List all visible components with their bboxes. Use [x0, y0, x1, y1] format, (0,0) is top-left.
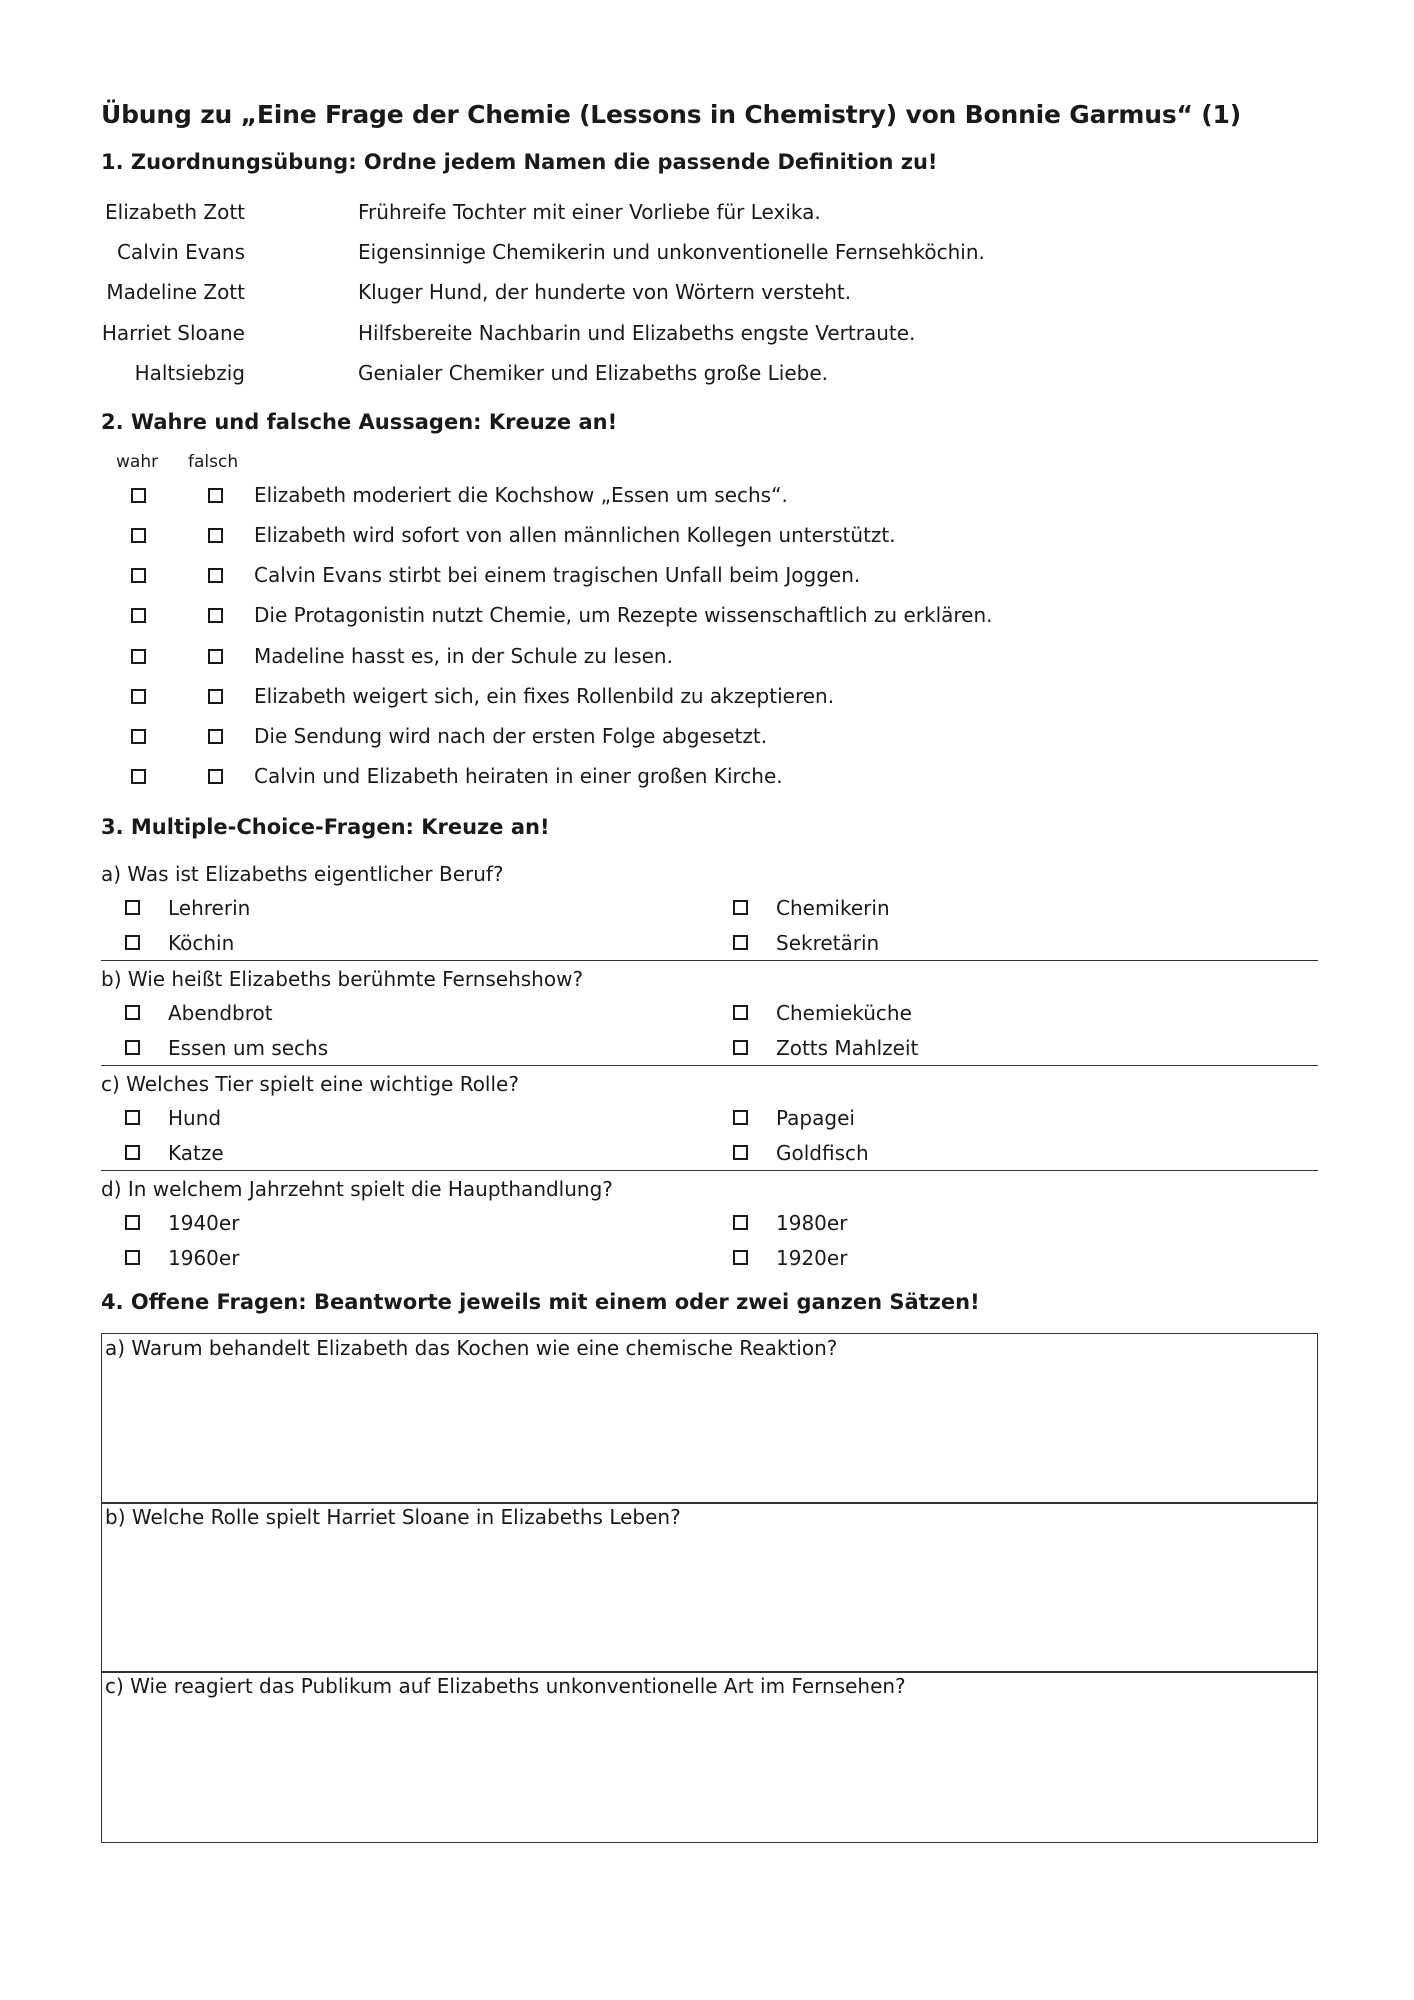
column-label-false: falsch — [188, 452, 239, 472]
false-checkbox[interactable] — [208, 729, 223, 744]
option-checkbox[interactable] — [125, 900, 140, 915]
page-title: Übung zu „Eine Frage der Chemie (Lessons in Chemistry) von Bonnie Garmus“ (1) — [101, 100, 1241, 129]
option-label: Essen um sechs — [168, 1036, 329, 1060]
match-name: Harriet Sloane — [101, 321, 245, 345]
true-checkbox[interactable] — [131, 528, 146, 543]
false-checkbox[interactable] — [208, 568, 223, 583]
option-checkbox[interactable] — [733, 1040, 748, 1055]
false-checkbox[interactable] — [208, 689, 223, 704]
column-label-true: wahr — [116, 452, 159, 472]
section1-heading: 1. Zuordnungsübung: Ordne jedem Namen die passende Definition zu! — [101, 150, 938, 174]
match-definition: Genialer Chemiker und Elizabeths große Liebe. — [358, 361, 829, 385]
mc-question: b) Wie heißt Elizabeths berühmte Fernsehshow? — [101, 967, 584, 991]
option-label: Chemikerin — [776, 896, 890, 920]
option-label: Goldfisch — [776, 1141, 869, 1165]
false-checkbox[interactable] — [208, 528, 223, 543]
answer-box[interactable] — [101, 1333, 1318, 1504]
statement-text: Die Protagonistin nutzt Chemie, um Rezepte wissenschaftlich zu erklären. — [254, 603, 993, 627]
option-checkbox[interactable] — [733, 1005, 748, 1020]
statement-text: Calvin Evans stirbt bei einem tragischen Unfall beim Joggen. — [254, 563, 861, 587]
statement-text: Madeline hasst es, in der Schule zu lesen. — [254, 644, 673, 668]
match-name: Madeline Zott — [106, 280, 245, 304]
mc-question: d) In welchem Jahrzehnt spielt die Haupthandlung? — [101, 1177, 613, 1201]
open-question: b) Welche Rolle spielt Harriet Sloane in Elizabeths Leben? — [105, 1505, 681, 1529]
option-checkbox[interactable] — [733, 935, 748, 950]
option-checkbox[interactable] — [125, 935, 140, 950]
true-checkbox[interactable] — [131, 769, 146, 784]
section3-heading: 3. Multiple-Choice-Fragen: Kreuze an! — [101, 815, 550, 839]
statement-text: Elizabeth moderiert die Kochshow „Essen um sechs“. — [254, 483, 788, 507]
option-label: Chemieküche — [776, 1001, 912, 1025]
option-checkbox[interactable] — [125, 1145, 140, 1160]
option-label: Sekretärin — [776, 931, 880, 955]
option-label: Lehrerin — [168, 896, 251, 920]
answer-box[interactable] — [101, 1502, 1318, 1673]
answer-box[interactable] — [101, 1671, 1318, 1843]
match-definition: Eigensinnige Chemikerin und unkonventionelle Fernsehköchin. — [358, 240, 985, 264]
true-checkbox[interactable] — [131, 488, 146, 503]
option-label: Katze — [168, 1141, 224, 1165]
statement-text: Calvin und Elizabeth heiraten in einer großen Kirche. — [254, 764, 783, 788]
divider — [101, 1065, 1318, 1066]
mc-question: a) Was ist Elizabeths eigentlicher Beruf? — [101, 862, 504, 886]
section4-heading: 4. Offene Fragen: Beantworte jeweils mit einem oder zwei ganzen Sätzen! — [101, 1290, 980, 1314]
match-definition: Frühreife Tochter mit einer Vorliebe für Lexika. — [358, 200, 821, 224]
false-checkbox[interactable] — [208, 649, 223, 664]
option-checkbox[interactable] — [733, 900, 748, 915]
statement-text: Elizabeth weigert sich, ein fixes Rollenbild zu akzeptieren. — [254, 684, 835, 708]
option-checkbox[interactable] — [733, 1145, 748, 1160]
divider — [101, 1170, 1318, 1171]
option-label: 1920er — [776, 1246, 848, 1270]
option-label: Abendbrot — [168, 1001, 273, 1025]
true-checkbox[interactable] — [131, 689, 146, 704]
section2-heading: 2. Wahre und falsche Aussagen: Kreuze an! — [101, 410, 618, 434]
option-label: 1960er — [168, 1246, 240, 1270]
match-name: Elizabeth Zott — [105, 200, 245, 224]
match-name: Calvin Evans — [116, 240, 245, 264]
option-checkbox[interactable] — [125, 1215, 140, 1230]
mc-question: c) Welches Tier spielt eine wichtige Rolle? — [101, 1072, 519, 1096]
true-checkbox[interactable] — [131, 649, 146, 664]
divider — [101, 960, 1318, 961]
option-checkbox[interactable] — [733, 1215, 748, 1230]
option-label: Köchin — [168, 931, 235, 955]
option-label: 1980er — [776, 1211, 848, 1235]
option-checkbox[interactable] — [125, 1040, 140, 1055]
match-name: Haltsiebzig — [134, 361, 245, 385]
option-label: Zotts Mahlzeit — [776, 1036, 919, 1060]
open-question: c) Wie reagiert das Publikum auf Elizabeths unkonventionelle Art im Fernsehen? — [105, 1674, 906, 1698]
match-definition: Kluger Hund, der hunderte von Wörtern versteht. — [358, 280, 852, 304]
false-checkbox[interactable] — [208, 769, 223, 784]
match-definition: Hilfsbereite Nachbarin und Elizabeths engste Vertraute. — [358, 321, 916, 345]
option-checkbox[interactable] — [125, 1005, 140, 1020]
option-checkbox[interactable] — [733, 1110, 748, 1125]
option-checkbox[interactable] — [125, 1250, 140, 1265]
option-label: 1940er — [168, 1211, 240, 1235]
statement-text: Die Sendung wird nach der ersten Folge abgesetzt. — [254, 724, 768, 748]
option-checkbox[interactable] — [733, 1250, 748, 1265]
true-checkbox[interactable] — [131, 729, 146, 744]
true-checkbox[interactable] — [131, 608, 146, 623]
true-checkbox[interactable] — [131, 568, 146, 583]
false-checkbox[interactable] — [208, 488, 223, 503]
statement-text: Elizabeth wird sofort von allen männlichen Kollegen unterstützt. — [254, 523, 896, 547]
option-label: Papagei — [776, 1106, 855, 1130]
open-question: a) Warum behandelt Elizabeth das Kochen wie eine chemische Reaktion? — [105, 1336, 838, 1360]
false-checkbox[interactable] — [208, 608, 223, 623]
option-checkbox[interactable] — [125, 1110, 140, 1125]
option-label: Hund — [168, 1106, 222, 1130]
